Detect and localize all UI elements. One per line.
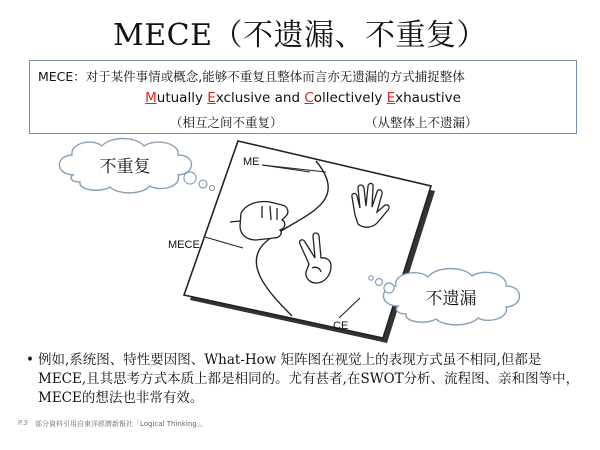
page-title: MECE（不遗漏、不重复） [113,18,487,53]
word-rest-2: xclusive and [215,90,305,106]
bullet-text: 例如,系统图、特性要因图、What-How 矩阵图在视觉上的表现方式虽不相同,但都是MECE,且其思考方式本质上都是相同的。尤有甚者,在SWOT分析、流程图、亲和图等中，MECE的想法也非常有效。 [38,352,580,406]
label-ce: CE [333,320,349,332]
cloud-left-text: 不重复 [99,157,151,177]
word-rest-4: xhaustive [395,90,461,106]
cloud-no-overlap [59,139,214,193]
initial-c: C [304,90,314,106]
page-marker: P.3 [18,419,28,427]
initial-e2: E [386,90,396,106]
note-mutually-exclusive: （相互之间不重复） [170,115,283,130]
word-rest-1: utually [156,90,208,106]
label-mece: MECE [168,239,200,251]
cloud-right-text: 不遗漏 [425,289,477,309]
note-collectively-exhaustive: （从整体上不遗漏） [365,115,478,130]
word-rest-3: ollectively [313,90,387,106]
source-footnote: 部分資料引用自東洋經濟新報社「Logical Thinking」。 [35,420,208,428]
bullet-marker: • [26,352,34,368]
initial-e1: E [207,90,216,106]
definition-text: MECE：对于某件事情或概念,能够不重复且整体而言亦无遗漏的方式捕捉整体 [38,69,465,84]
initial-m: M [145,90,157,106]
example-bullet [26,351,583,408]
label-me: ME [243,156,260,168]
